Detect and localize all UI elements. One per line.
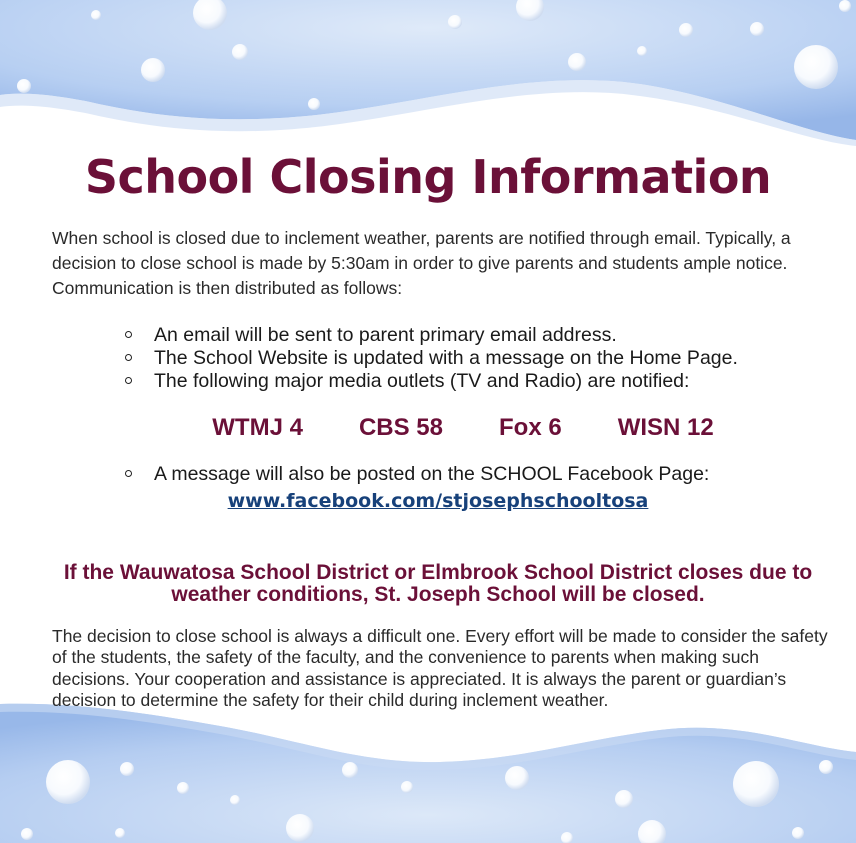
list-item [125, 463, 825, 486]
list-item-text: A message will also be posted on the SCHOOL Facebook Page: [154, 463, 710, 485]
list-item [125, 324, 825, 347]
circle-bullet-icon [125, 377, 132, 384]
list-item [125, 347, 825, 370]
list-item-text: An email will be sent to parent primary email address. [154, 324, 617, 346]
notification-list [125, 324, 825, 393]
station-wtmj: WTMJ 4 [212, 414, 303, 441]
page-title: School Closing Information [84, 150, 772, 204]
station-fox: Fox 6 [499, 414, 562, 441]
list-item-text: The School Website is updated with a message on the Home Page. [154, 347, 738, 369]
district-closure-notice: If the Wauwatosa School District or Elmbrook School District closes due to weather conditions, St. Joseph School will be closed. [63, 561, 813, 606]
facebook-link[interactable]: www.facebook.com/stjosephschooltosa [227, 490, 649, 512]
list-item [125, 370, 825, 393]
media-stations [0, 414, 856, 442]
circle-bullet-icon [125, 470, 132, 477]
intro-paragraph: When school is closed due to inclement weather, parents are notified through email. Typically, a decision to close school is made by 5:30am in order to give parents and students ample notice. Communication is then distributed as follows: [52, 228, 791, 298]
list-item-text: The following major media outlets (TV and Radio) are notified: [154, 370, 690, 392]
station-wisn: WISN 12 [617, 414, 714, 441]
station-cbs: CBS 58 [358, 414, 443, 441]
circle-bullet-icon [125, 331, 132, 338]
circle-bullet-icon [125, 354, 132, 361]
facebook-list [125, 463, 825, 486]
closing-paragraph: The decision to close school is always a difficult one. Every effort will be made to consider the safety of the students, the safety of the faculty, and the convenience to parents when making such decisions. Your cooperation and assistance is appreciated. It is always the parent or guardian’s decision to determine the safety for their child during inclement weather. [52, 626, 828, 710]
